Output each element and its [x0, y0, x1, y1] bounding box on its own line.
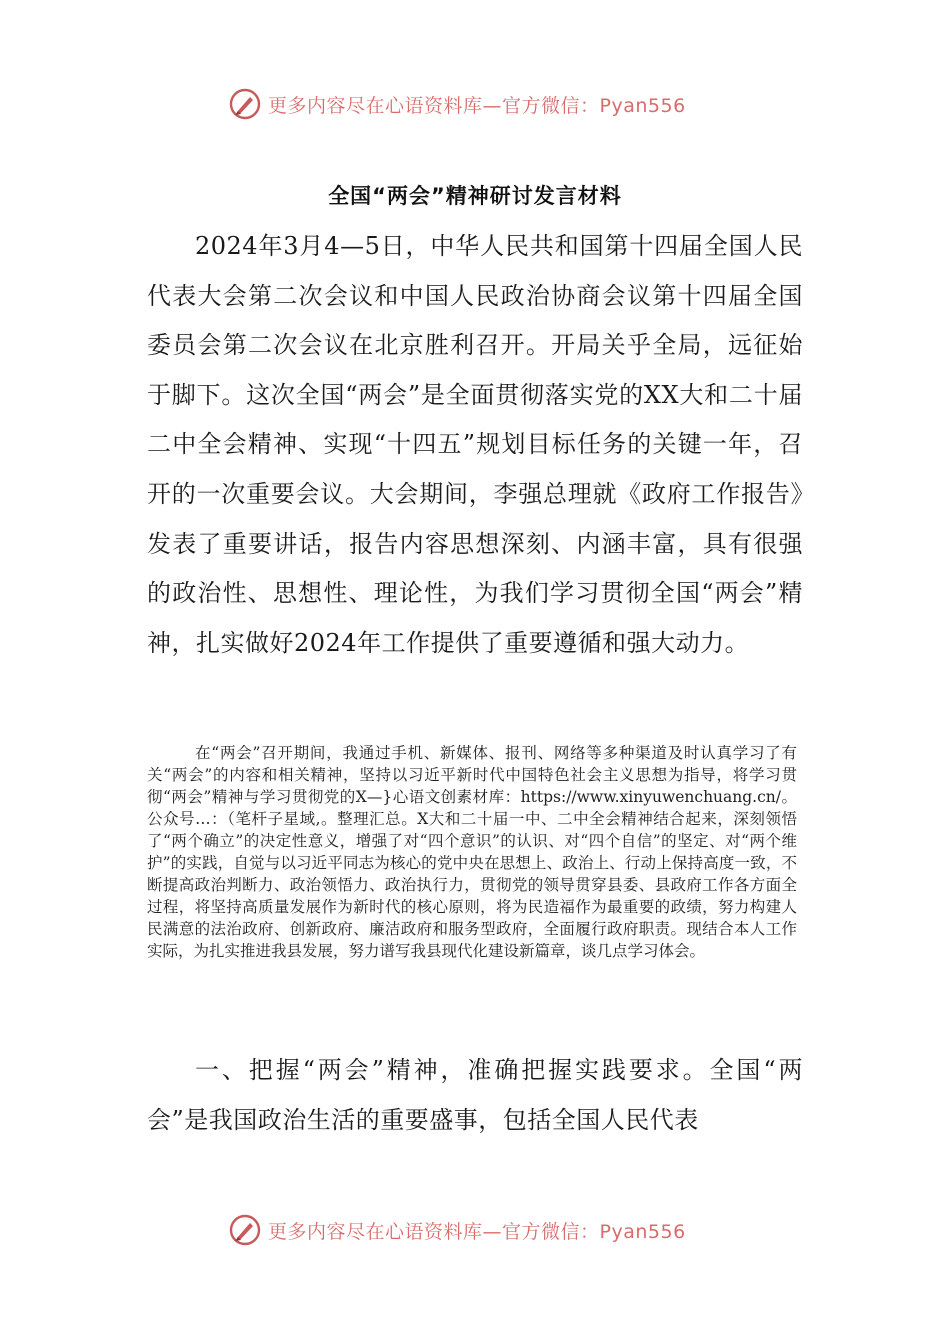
study-paragraph: 在“两会”召开期间，我通过手机、新媒体、报刊、网络等多种渠道及时认真学习了有关“两会”的内容和相关精神，坚持以习近平新时代中国特色社会主义思想为指导，将学习贯彻“两会”精神与学习贯彻党的X—}心语文创素材库：https://www.xinyuwenchuang.cn/。公众号…：（笔杆子星域,。整理汇总。X大和二十届一中、二中全会精神结合起来，深刻领悟了“两个确立”的决定性意义，增强了对“四个意识”的认识、对“四个自信”的坚定、对“两个维护”的实践，自觉与以习近平同志为核心的党中央在思想上、政治上、行动上保持高度一致，不断提高政治判断力、政治领悟力、政治执行力，贯彻党的领导贯穿县委、县政府工作各方面全过程，将坚持高质量发展作为新时代的核心原则，将为民造福作为最重要的政绩，努力构建人民满意的法治政府、创新政府、廉洁政府和服务型政府，全面履行政府职责。现结合本人工作实际，为扎实推进我县发展，努力谱写我县现代化建设新篇章，谈几点学习体会。 — [147, 744, 797, 960]
intro-paragraph: 2024年3月4—5日，中华人民共和国第十四届全国人民代表大会第二次会议和中国人民政治协商会议第十四届全国委员会第二次会议在北京胜利召开。开局关乎全局，远征始于脚下。这次全国“两会”是全面贯彻落实党的XX大和二十届二中全会精神、实现“十四五”规划目标任务的关键一年，召开的一次重要会议。大会期间，李强总理就《政府工作报告》发表了重要讲话，报告内容思想深刻、内涵丰富，具有很强的政治性、思想性、理论性，为我们学习贯彻全国“两会”精神，扎实做好2024年工作提供了重要遵循和强大动力。 — [147, 232, 803, 657]
pen-in-circle-icon — [228, 87, 262, 121]
section-one-paragraph: 一、把握“两会”精神，准确把握实践要求。全国“两会”是我国政治生活的重要盛事，包括全国人民代表 — [147, 1056, 803, 1134]
watermark-text: 更多内容尽在心语资料库—官方微信：Pyan556 — [268, 94, 686, 117]
document-title: 全国“两会”精神研讨发言材料 — [328, 184, 622, 208]
watermark-text: 更多内容尽在心语资料库—官方微信：Pyan556 — [268, 1220, 686, 1243]
footer-watermark — [228, 1210, 748, 1250]
pen-in-circle-icon — [228, 1213, 262, 1247]
header-watermark — [228, 84, 748, 124]
